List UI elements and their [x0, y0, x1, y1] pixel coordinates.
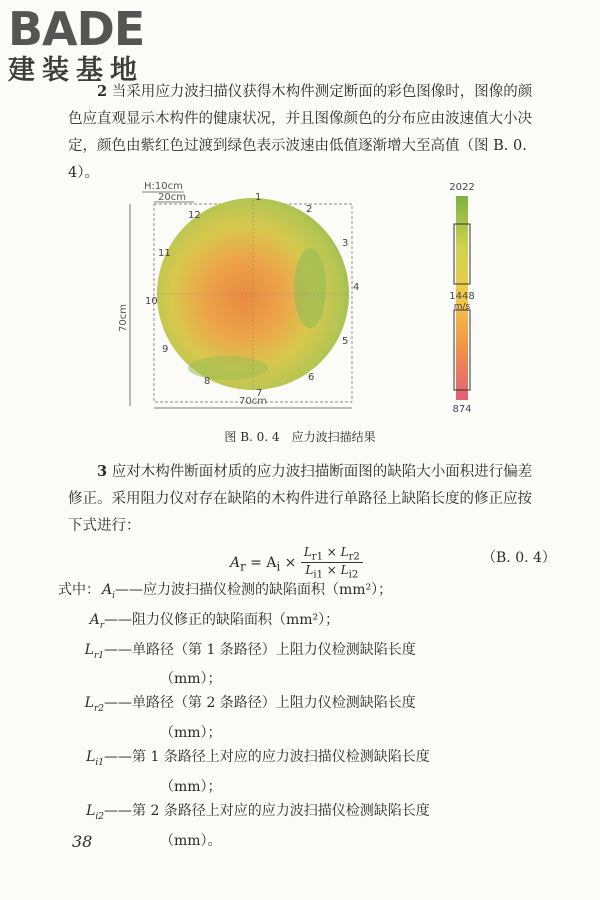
- definition-cont: （mm）；: [160, 671, 222, 688]
- figure-caption: 图 B. 0. 4 应力波扫描结果: [224, 430, 376, 444]
- legend-unit: m/s: [453, 302, 471, 312]
- scale-label: H:10cm: [144, 181, 183, 192]
- point-3: 3: [342, 238, 349, 249]
- height-label: 70cm: [118, 304, 129, 332]
- definition-item: $L_{i2}$ ——第 2 条路径上对应的应力波扫描仪检测缺陷长度: [86, 802, 430, 822]
- paragraph-number: 3: [97, 463, 108, 480]
- definition-item: $L_{r2}$ ——单路径（第 2 条路径）上阻力仪检测缺陷长度: [84, 695, 416, 715]
- paragraph-3: [68, 458, 540, 540]
- definition-cont: （mm）；: [160, 778, 222, 795]
- definition-item: 式中： $A_i$ ——应力波扫描仪检测的缺陷面积（mm²）；: [58, 582, 393, 601]
- legend-max: 2022: [449, 182, 475, 193]
- point-10: 10: [145, 296, 158, 307]
- formula-b04: $A_r = A_i$ × $\frac{L_{r1} \times L_{r2}}{L_{i1} \times L_{i2}}$: [230, 545, 363, 581]
- definition-cont: （mm）。: [160, 832, 222, 849]
- point-2: 2: [306, 204, 313, 215]
- formula-number: （B. 0. 4）: [482, 550, 556, 566]
- point-5: 5: [342, 336, 349, 347]
- point-1: 1: [255, 192, 262, 203]
- definition-cont: （mm）；: [160, 725, 222, 742]
- brand-logo: [8, 2, 145, 86]
- point-7: 7: [256, 388, 263, 399]
- paragraph-text: 当采用应力波扫描仪获得木构件测定断面的彩色图像时，图像的颜色应直观显示木构件的健康状况，并且图像颜色的分布应由波速值大小决定，颜色由紫红色过渡到绿色表示波速由低值逐渐增大至高值（图 B. 0. 4）。: [68, 84, 533, 181]
- logo-subtitle: 建装基地: [8, 55, 144, 86]
- point-9: 9: [162, 344, 169, 355]
- legend-min: 874: [452, 404, 472, 415]
- paragraph-2: [68, 78, 540, 187]
- page-number: 38: [72, 832, 93, 851]
- point-6: 6: [308, 372, 315, 383]
- width-20-label: 20cm: [158, 192, 186, 203]
- point-4: 4: [353, 282, 360, 293]
- definitions-list: [58, 578, 548, 853]
- point-12: 12: [188, 210, 201, 221]
- definition-item: $L_{i1}$ ——第 1 条路径上对应的应力波扫描仪检测缺陷长度: [86, 749, 430, 768]
- definition-item: $A_r$ ——阻力仪修正的缺陷面积（mm²）；: [89, 611, 340, 631]
- paragraph-number: 2: [97, 83, 108, 100]
- stress-wave-figure: [110, 178, 510, 424]
- width-label: 70cm: [239, 396, 267, 407]
- logo-brand: BADE: [8, 2, 145, 56]
- point-11: 11: [158, 248, 171, 259]
- point-8: 8: [204, 376, 211, 387]
- definition-item: $L_{r1}$ ——单路径（第 1 条路径）上阻力仪检测缺陷长度: [84, 641, 416, 661]
- legend-mid: 1448: [449, 291, 475, 302]
- paragraph-text: 应对木构件断面材质的应力波扫描断面图的缺陷大小面积进行偏差修正。采用阻力仪对存在缺陷的木构件进行单路径上缺陷长度的修正应按下式进行：: [68, 464, 533, 534]
